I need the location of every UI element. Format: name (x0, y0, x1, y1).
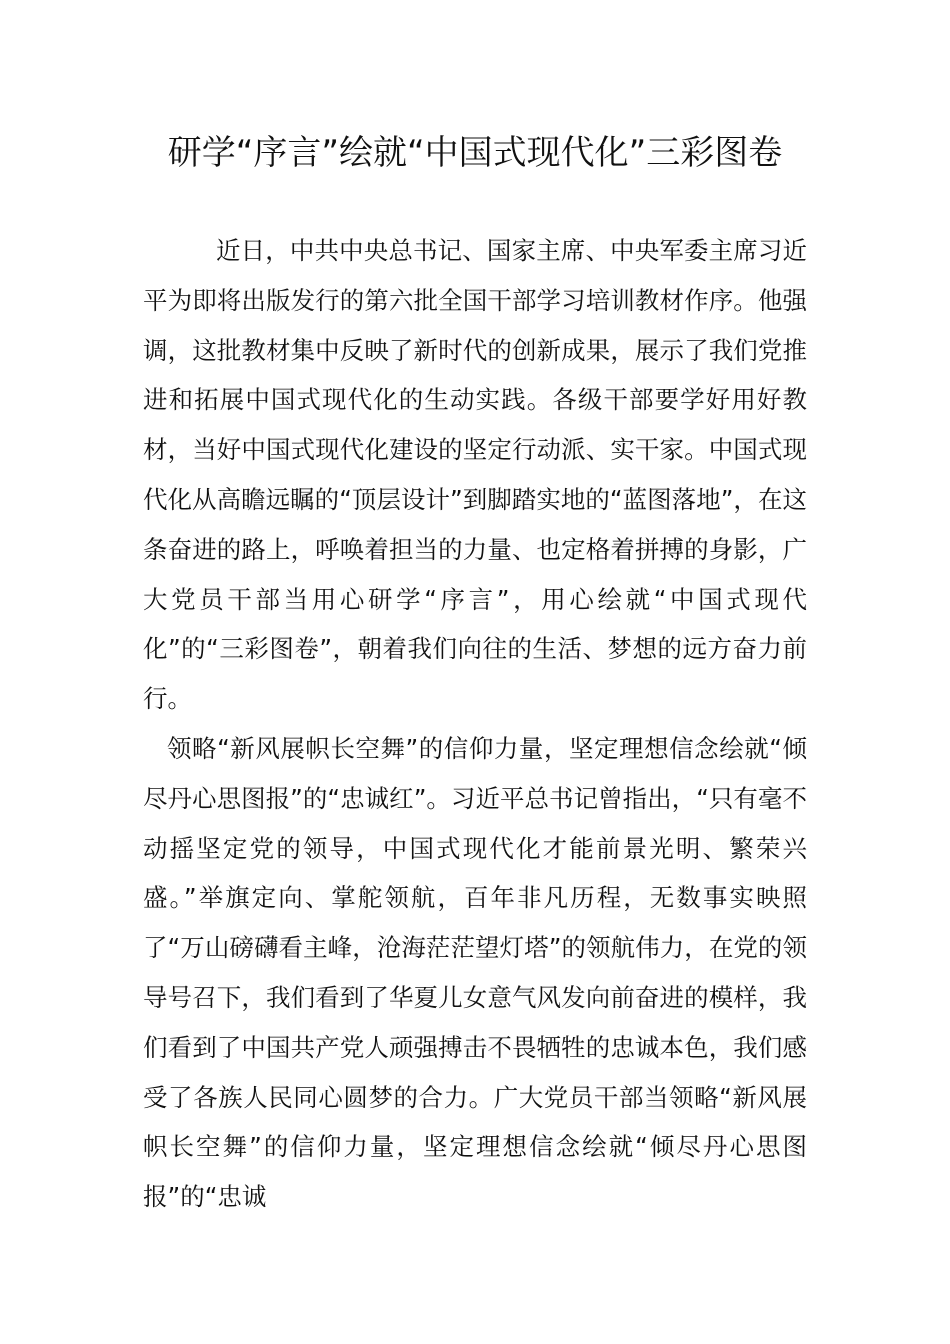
paragraph-loyalty-red: 领略“新风展帜长空舞”的信仰力量，坚定理想信念绘就“倾尽丹心思图报”的“忠诚红”。习近平总书记曾指出，“只有毫不动摇坚定党的领导，中国式现代化才能前景光明、繁荣兴盛。”举旗定向、掌舵领航，百年非凡历程，无数事实映照了“万山磅礴看主峰，沧海茫茫望灯塔”的领航伟力，在党的领导号召下，我们看到了华夏儿女意气风发向前奋进的模样，我们看到了中国共产党人顽强搏击不畏牺牲的忠诚本色，我们感受了各族人民同心圆梦的合力。广大党员干部当领略“新风展帜长空舞”的信仰力量，坚定理想信念绘就“倾尽丹心思图报”的“忠诚 (143, 733, 807, 1212)
paragraph-intro: 近日，中共中央总书记、国家主席、中央军委主席习近平为即将出版发行的第六批全国干部学习培训教材作序。他强调，这批教材集中反映了新时代的创新成果，展示了我们党推进和拓展中国式现代化的生动实践。各级干部要学好用好教材，当好中国式现代化建设的坚定行动派、实干家。中国式现代化从高瞻远瞩的“顶层设计”到脚踏实地的“蓝图落地”，在这条奋进的路上，呼唤着担当的力量、也定格着拼搏的身影，广大党员干部当用心研学“序言”，用心绘就“中国式现代化”的“三彩图卷”，朝着我们向往的生活、梦想的远方奋力前行。 (143, 236, 807, 714)
document-title: 研学“序言”绘就“中国式现代化”三彩图卷 (167, 133, 783, 173)
document-body (143, 226, 807, 1222)
